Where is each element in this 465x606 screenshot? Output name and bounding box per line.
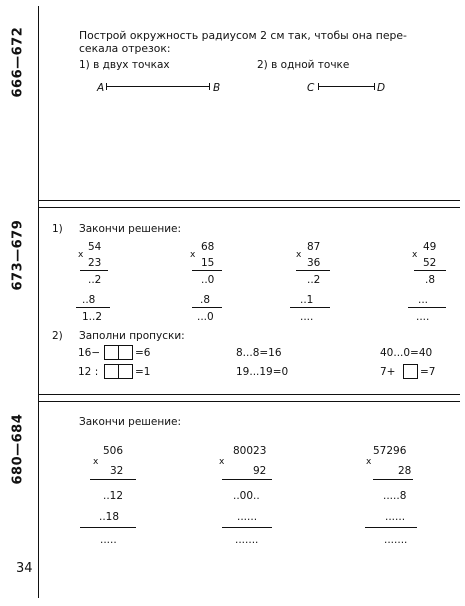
partial-1: ..12 — [103, 490, 124, 502]
rule-2 — [80, 527, 136, 528]
operand-b: 15 — [201, 257, 215, 269]
operand-a: 57296 — [373, 445, 407, 457]
result: .... — [416, 311, 430, 323]
section3-range-label: 680—684 — [10, 413, 26, 485]
partial-2: ..1 — [300, 294, 314, 306]
partial-2: ..8 — [82, 294, 96, 306]
rule-2 — [365, 527, 417, 528]
multiply-sign: x — [78, 250, 84, 260]
result: ....... — [384, 534, 408, 546]
fill-row2-a-left: 12 : — [78, 366, 99, 378]
fill-box-r1a-1[interactable] — [104, 345, 119, 360]
page-number: 34 — [16, 561, 33, 576]
partial-1: ..0 — [201, 274, 215, 286]
fill-row1-a-right: =6 — [135, 347, 151, 359]
rule-1 — [80, 270, 108, 271]
rule-1 — [90, 479, 136, 480]
fill-row2-c-left: 7+ — [380, 366, 396, 378]
section2-task1-number: 1) — [52, 223, 63, 235]
fill-row2-a-right: =1 — [135, 366, 151, 378]
rule-2 — [290, 307, 330, 308]
fill-row1-a-left: 16− — [78, 347, 101, 359]
rule-1 — [414, 270, 446, 271]
point-d-label: D — [377, 82, 386, 94]
section3-title: Закончи решение: — [79, 416, 182, 428]
section2-range-label: 673—679 — [10, 219, 26, 291]
partial-2: ... — [418, 294, 429, 306]
multiply-sign: x — [190, 250, 196, 260]
partial-1: ..00.. — [233, 490, 260, 502]
rule-1 — [296, 270, 330, 271]
operand-b: 92 — [253, 465, 267, 477]
result: ...0 — [197, 311, 214, 323]
partial-2: ...... — [385, 511, 406, 523]
multiply-sign: x — [412, 250, 418, 260]
operand-b: 28 — [398, 465, 412, 477]
fill-row1-c: 40...0=40 — [380, 347, 433, 359]
section1-task-line1: Построй окружность радиусом 2 см так, чтобы она пере- — [79, 29, 407, 42]
section1-task-line2: секала отрезок: — [79, 42, 171, 55]
fill-box-r1a-2[interactable] — [118, 345, 133, 360]
multiply-sign: x — [296, 250, 302, 260]
fill-row2-b: 19...19=0 — [236, 366, 289, 378]
section1-range-label: 666—672 — [10, 26, 26, 98]
operand-b: 36 — [307, 257, 321, 269]
operand-a: 80023 — [233, 445, 267, 457]
multiply-sign: x — [93, 457, 99, 467]
rule-1 — [373, 479, 413, 480]
rule-1 — [192, 270, 222, 271]
operand-a: 54 — [88, 241, 102, 253]
section3-top-border — [38, 401, 460, 402]
rule-2 — [222, 527, 272, 528]
rule-2 — [192, 307, 222, 308]
partial-2: ..18 — [99, 511, 120, 523]
segment-ab-end-tick — [209, 83, 210, 90]
rule-2 — [408, 307, 446, 308]
result: ....... — [235, 534, 259, 546]
left-margin-line — [38, 6, 39, 598]
fill-box-r2a-1[interactable] — [104, 364, 119, 379]
point-a-label: A — [97, 82, 105, 94]
rule-1 — [222, 479, 272, 480]
point-b-label: B — [213, 82, 221, 94]
result: 1..2 — [82, 311, 103, 323]
partial-2: .8 — [200, 294, 211, 306]
section2-top-border — [38, 207, 460, 208]
section2-task1-title: Закончи решение: — [79, 223, 182, 235]
operand-b: 32 — [110, 465, 124, 477]
fill-row2-c-right: =7 — [420, 366, 436, 378]
result: .... — [300, 311, 314, 323]
section1-option2: 2) в одной точке — [257, 59, 350, 71]
fill-box-r2a-2[interactable] — [118, 364, 133, 379]
operand-b: 52 — [423, 257, 437, 269]
operand-a: 87 — [307, 241, 321, 253]
segment-cd-end-tick — [374, 83, 375, 90]
partial-1: ..2 — [88, 274, 102, 286]
section1-bottom-border — [38, 200, 460, 201]
operand-b: 23 — [88, 257, 102, 269]
partial-1: ..2 — [307, 274, 321, 286]
partial-1: .8 — [425, 274, 436, 286]
segment-ab — [106, 86, 210, 87]
rule-2 — [76, 307, 110, 308]
section1-option1: 1) в двух точках — [79, 59, 170, 71]
section2-bottom-border — [38, 394, 460, 395]
segment-cd — [318, 86, 375, 87]
multiply-sign: x — [219, 457, 225, 467]
multiply-sign: x — [366, 457, 372, 467]
result: ..... — [100, 534, 117, 546]
partial-2: ...... — [237, 511, 258, 523]
fill-row1-b: 8...8=16 — [236, 347, 282, 359]
point-c-label: C — [307, 82, 315, 94]
operand-a: 506 — [103, 445, 124, 457]
section2-task2-number: 2) — [52, 330, 63, 342]
operand-a: 49 — [423, 241, 437, 253]
operand-a: 68 — [201, 241, 215, 253]
section2-task2-title: Заполни пропуски: — [79, 330, 185, 342]
fill-box-r2c[interactable] — [403, 364, 418, 379]
partial-1: .....8 — [383, 490, 407, 502]
